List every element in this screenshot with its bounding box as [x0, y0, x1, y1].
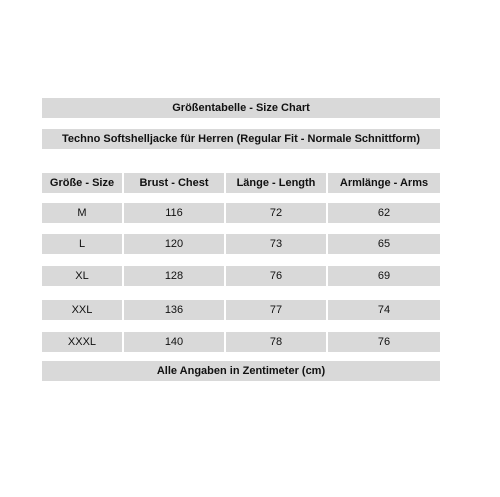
cell-chest: 120 [124, 234, 224, 254]
header-length: Länge - Length [226, 173, 326, 193]
table-row [42, 266, 440, 286]
cell-arms: 62 [328, 203, 440, 223]
table-row [42, 203, 440, 223]
cell-arms: 65 [328, 234, 440, 254]
cell-size: XXXL [42, 332, 122, 352]
cell-size: L [42, 234, 122, 254]
cell-arms: 74 [328, 300, 440, 320]
table-row [42, 332, 440, 352]
cell-arms: 76 [328, 332, 440, 352]
cell-size: M [42, 203, 122, 223]
cell-arms: 69 [328, 266, 440, 286]
footer-note: Alle Angaben in Zentimeter (cm) [42, 361, 440, 381]
header-size: Größe - Size [42, 173, 122, 193]
cell-length: 72 [226, 203, 326, 223]
cell-length: 76 [226, 266, 326, 286]
chart-title: Größentabelle - Size Chart [42, 98, 440, 118]
header-arms: Armlänge - Arms [328, 173, 440, 193]
cell-chest: 140 [124, 332, 224, 352]
table-row [42, 234, 440, 254]
product-subtitle: Techno Softshelljacke für Herren (Regular Fit - Normale Schnittform) [42, 129, 440, 149]
cell-chest: 116 [124, 203, 224, 223]
cell-length: 77 [226, 300, 326, 320]
table-row [42, 300, 440, 320]
cell-size: XXL [42, 300, 122, 320]
cell-chest: 136 [124, 300, 224, 320]
cell-size: XL [42, 266, 122, 286]
cell-chest: 128 [124, 266, 224, 286]
cell-length: 78 [226, 332, 326, 352]
header-chest: Brust - Chest [124, 173, 224, 193]
cell-length: 73 [226, 234, 326, 254]
table-header-row [42, 173, 440, 193]
